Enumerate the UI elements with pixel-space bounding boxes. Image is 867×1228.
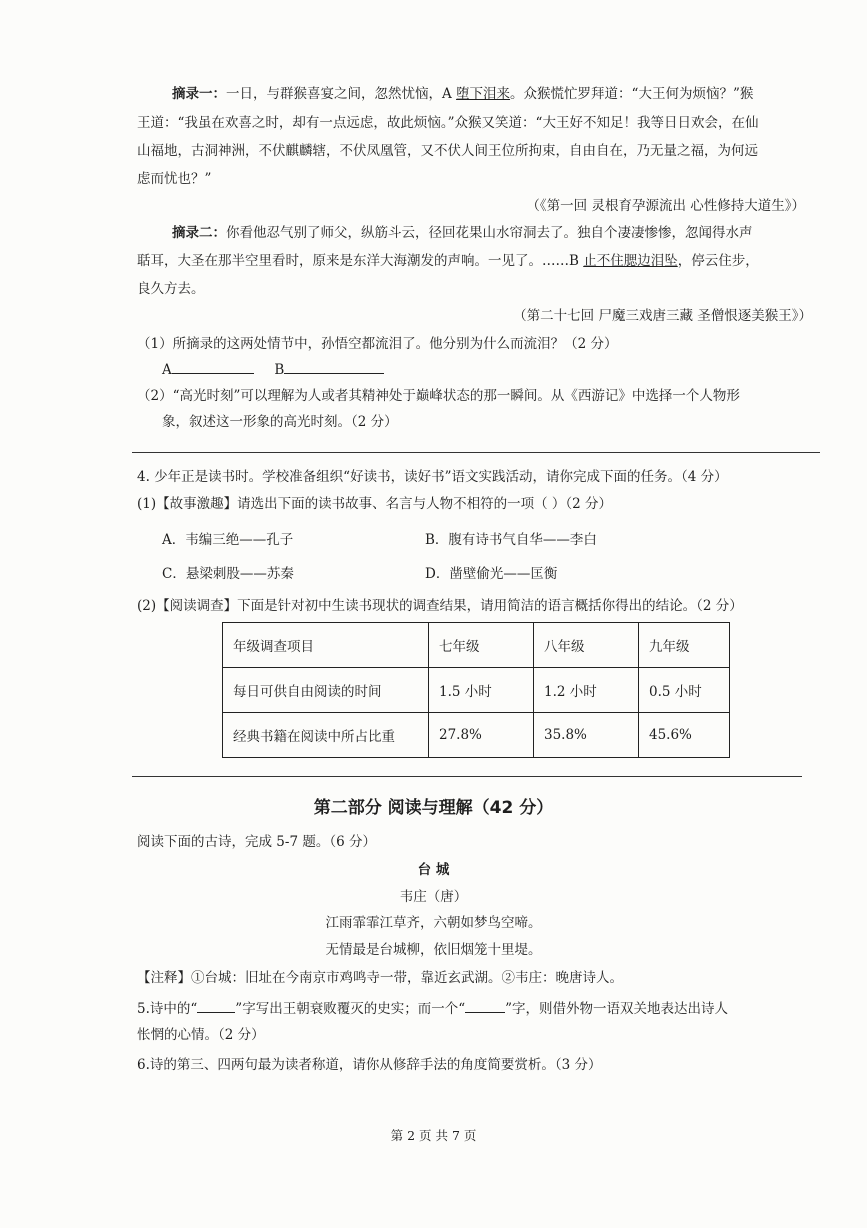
q5-blank-1[interactable] [197, 998, 235, 1013]
divider [132, 452, 820, 453]
excerpt1-text-b: 。众猴慌忙罗拜道：“大王何为烦恼？”猴 [510, 86, 754, 102]
q4-sub1: (1)【故事激趣】请选出下面的读书故事、名言与人物不相符的一项（ ）（2 分） [137, 496, 613, 512]
option-b[interactable]: B．腹有诗书气自华——李白 [425, 532, 597, 548]
q5-blank-2[interactable] [465, 998, 505, 1013]
table-cell: 1.5 小时 [429, 668, 534, 713]
table-cell: 35.8% [534, 713, 639, 758]
table-cell: 每日可供自由阅读的时间 [223, 668, 429, 713]
excerpt1-line3: 山福地，古洞神洲，不伏麒麟辖，不伏凤凰管，又不伏人间王位所拘束，自由自在，乃无量之福，为何远 [137, 143, 758, 159]
q5-text-c: ”字，则借外物一语双关地表达出诗人 [505, 1001, 729, 1017]
table-header-cell: 八年级 [534, 623, 639, 668]
q3-2-line1: （2）“高光时刻”可以理解为人或者其精神处于巅峰状态的那一瞬间。从《西游记》中选择一个人物形 [137, 388, 740, 404]
q3-2-line2: 象，叙述这一形象的高光时刻。（2 分） [162, 414, 398, 430]
excerpt1-source: （《第一回 灵根育孕源流出 心性修持大道生》） [526, 198, 805, 214]
page-footer: 第 2 页 共 7 页 [390, 1128, 477, 1143]
excerpt1-line4: 虑而忧也？” [137, 171, 212, 187]
option-a[interactable]: A．韦编三绝——孔子 [162, 532, 294, 548]
excerpt2-text-a: 聒耳，大圣在那半空里看时，原来是东洋大海潮发的声响。一见了。……B [137, 253, 584, 269]
poem-notes: 【注释】①台城：旧址在今南京市鸡鸣寺一带，靠近玄武湖。②韦庄：晚唐诗人。 [137, 970, 623, 986]
table-row [223, 713, 730, 758]
q5-text-b: ”字写出王朝衰败覆灭的史实；而一个“ [235, 1001, 466, 1017]
table-cell: 45.6% [639, 713, 730, 758]
part2-instruction: 阅读下面的古诗，完成 5-7 题。（6 分） [137, 834, 376, 850]
option-d[interactable]: D．凿壁偷光——匡衡 [425, 566, 558, 582]
answer-b-label: B [274, 362, 285, 378]
excerpt2-line2 [137, 251, 759, 271]
option-c[interactable]: C．悬梁刺股——苏秦 [162, 566, 294, 582]
excerpt2-line3: 良久方去。 [137, 281, 205, 297]
excerpt2-label: 摘录二： [172, 225, 226, 241]
survey-table [222, 622, 730, 758]
table-header-cell: 九年级 [639, 623, 730, 668]
poem-title: 台 城 [417, 862, 450, 878]
q3-1-answer-line [162, 359, 384, 380]
q6-prompt: 6.诗的第三、四两句最为读者称道，请你从修辞手法的角度简要赏析。（3 分） [137, 1057, 602, 1073]
table-cell: 经典书籍在阅读中所占比重 [223, 713, 429, 758]
table-header-row [223, 623, 730, 668]
q5-text-a: 5.诗中的“ [137, 1001, 198, 1017]
q3-1-prompt: （1）所摘录的这两处情节中，孙悟空都流泪了。他分别为什么而流泪？（2 分） [137, 336, 618, 352]
excerpt1-line1 [172, 84, 753, 104]
answer-b-blank[interactable] [284, 359, 384, 374]
excerpt2-source: （第二十七回 尸魔三戏唐三藏 圣僧恨逐美猴王》） [513, 308, 812, 324]
divider [132, 776, 802, 777]
excerpt1-underlined-a: 堕下泪来 [456, 86, 511, 102]
table-row [223, 668, 730, 713]
table-cell: 27.8% [429, 713, 534, 758]
table-cell: 1.2 小时 [534, 668, 639, 713]
excerpt2-underlined-b: 止不住腮边泪坠 [583, 253, 678, 269]
q4-intro: 4. 少年正是读书时。学校准备组织“好读书，读好书”语文实践活动，请你完成下面的任务。（4 分） [137, 469, 728, 485]
excerpt2-text: 你看他忍气别了师父，纵筋斗云，径回花果山水帘洞去了。独自个凄凄惨惨，忽闻得水声 [226, 225, 753, 241]
excerpt2-line1 [172, 223, 753, 243]
q5-line2: 怅惘的心情。（2 分） [137, 1027, 265, 1043]
answer-a-blank[interactable] [172, 359, 254, 374]
poem-line-2: 无情最是台城柳，依旧烟笼十里堤。 [325, 942, 542, 958]
table-cell: 0.5 小时 [639, 668, 730, 713]
excerpt1-text-a: 一日，与群猴喜宴之间，忽然忧恼，A [226, 86, 457, 102]
table-header-cell: 七年级 [429, 623, 534, 668]
answer-a-label: A [162, 362, 172, 378]
poem-author: 韦庄（唐） [399, 889, 468, 905]
table-header-cell: 年级调查项目 [223, 623, 429, 668]
excerpt1-line2: 王道：“我虽在欢喜之时，却有一点远虑，故此烦恼。”众猴又笑道：“大王好不知足！我等日日欢会，在仙 [137, 115, 759, 131]
excerpt1-label: 摘录一： [172, 86, 226, 102]
part2-title: 第二部分 阅读与理解（42 分） [313, 798, 554, 818]
q4-sub2: (2)【阅读调查】下面是针对初中生读书现状的调查结果，请用简洁的语言概括你得出的结论。（2 分） [137, 598, 743, 614]
q5-line1 [137, 998, 728, 1019]
poem-line-1: 江雨霏霏江草齐，六朝如梦鸟空啼。 [325, 915, 542, 931]
excerpt2-text-b: ，停云住步， [677, 253, 759, 269]
